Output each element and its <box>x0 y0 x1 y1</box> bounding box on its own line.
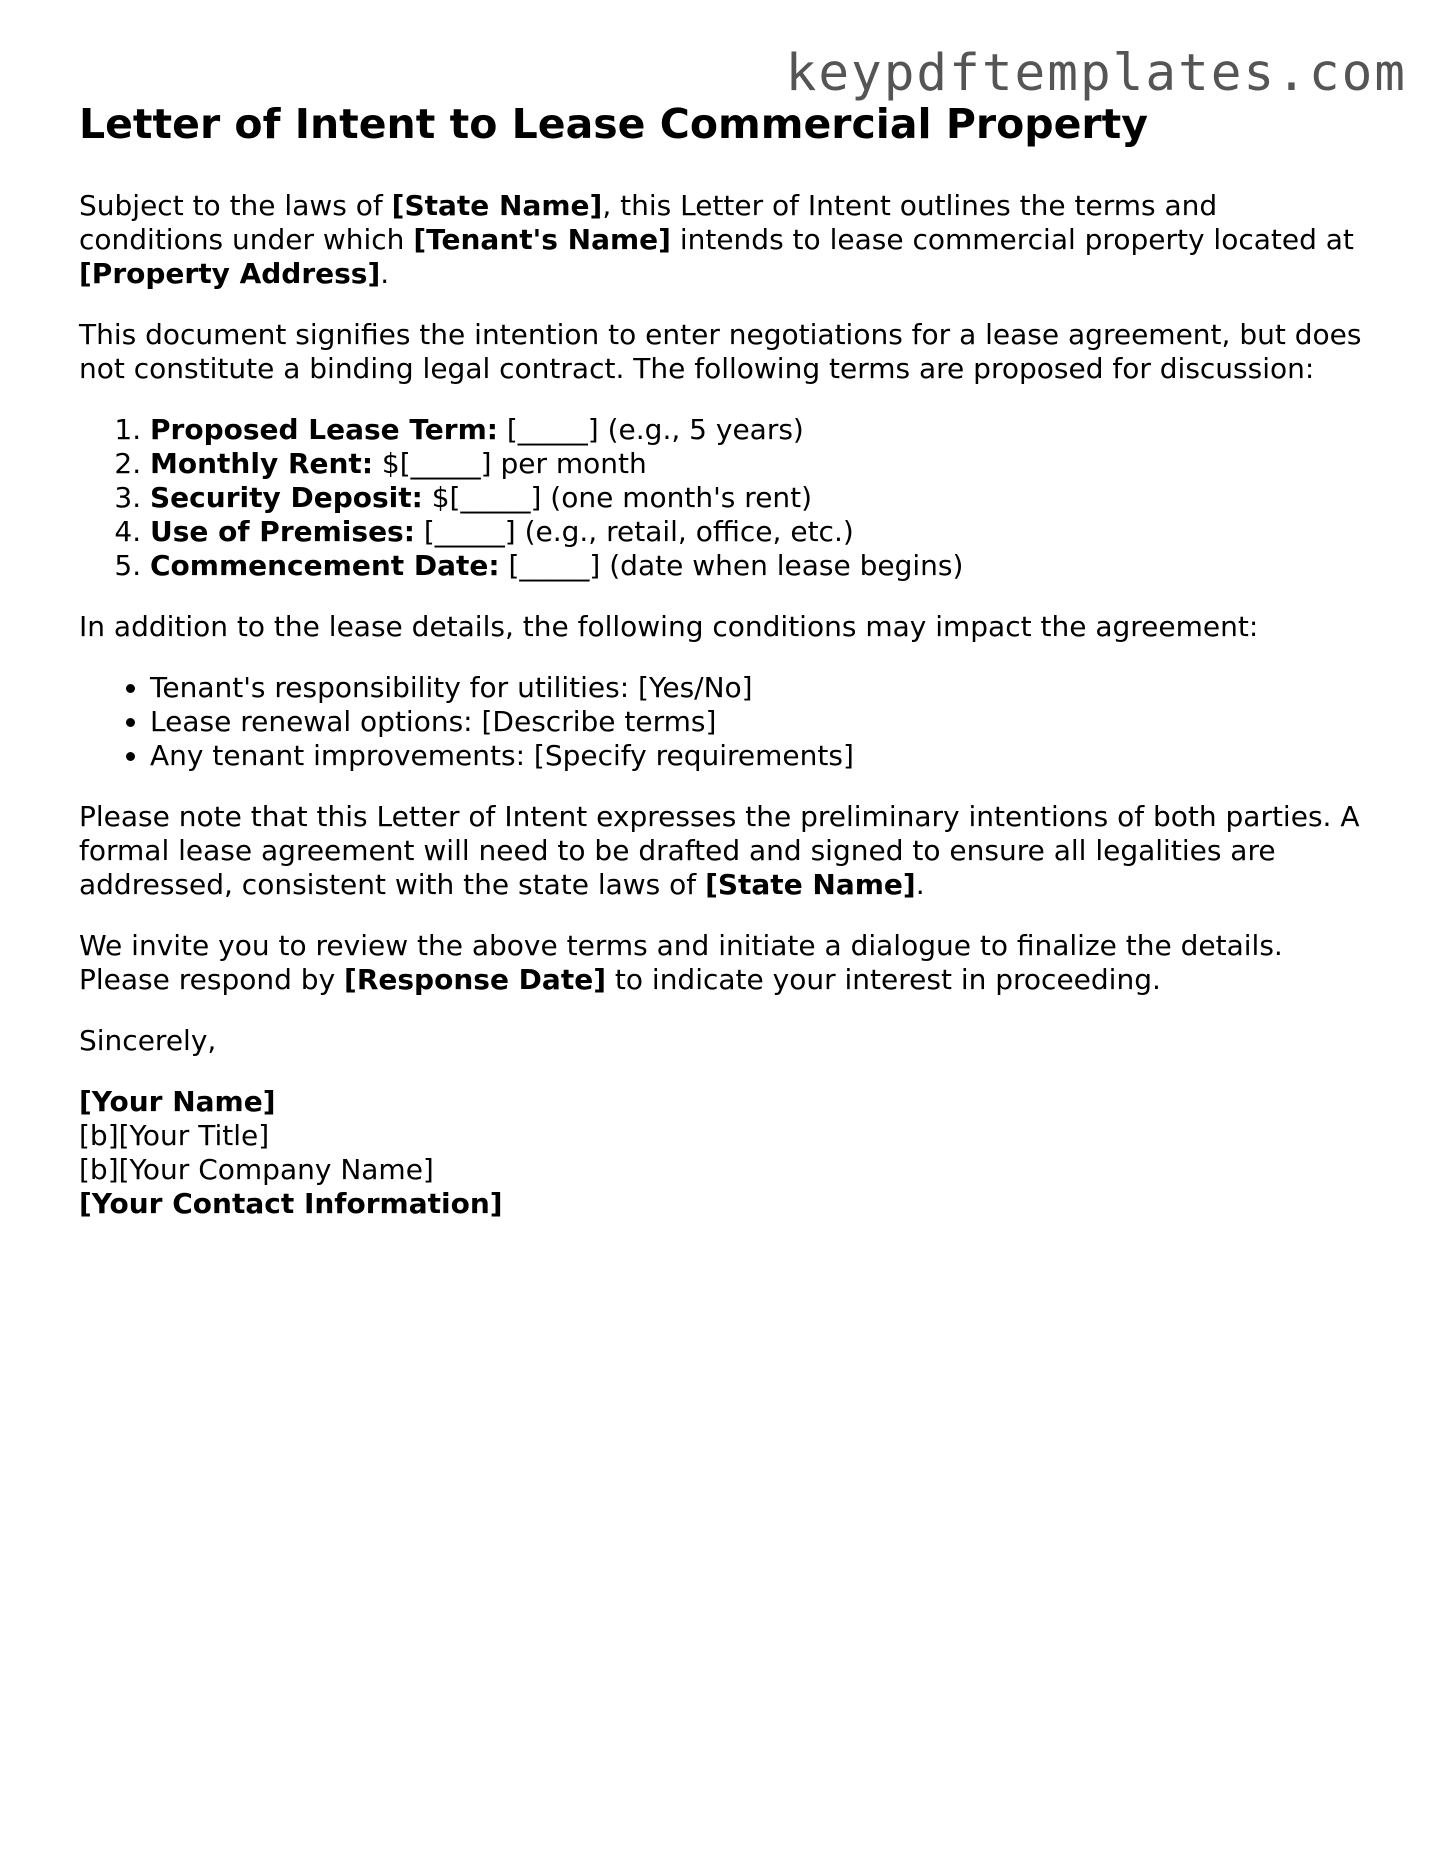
response-date-placeholder: [Response Date] <box>344 963 606 997</box>
closing-salutation: Sincerely, <box>79 1024 217 1058</box>
lease-term-item <box>150 515 1369 549</box>
condition-item: • Any tenant improvements: [Specify requirements] <box>150 739 1369 773</box>
state-name-placeholder: [State Name] <box>705 868 916 902</box>
lease-term-item <box>150 549 1369 583</box>
response-text-1: We invite you to review the above terms and initiate a dialogue to finalize the details. Please respond by <box>79 929 1283 997</box>
intro-text-1: Subject to the laws of <box>79 189 392 223</box>
signature-contact <box>79 1187 1369 1221</box>
note-text-2: . <box>915 868 925 902</box>
term-value: $[_____] (one month's rent) <box>422 481 813 515</box>
condition-item: • Tenant's responsibility for utilities: [Yes/No] <box>150 671 1369 705</box>
signature-company: [b][Your Company Name] <box>79 1153 434 1187</box>
signature-contact-text: [Your Contact Information] <box>79 1187 503 1221</box>
intro-paragraph <box>79 189 1369 291</box>
response-paragraph <box>79 929 1369 997</box>
lease-term-item <box>150 447 1369 481</box>
intro-text-2: , this Letter of Intent outlines the terms and conditions under which <box>79 189 1218 257</box>
lease-terms-list <box>79 413 1369 583</box>
intro-text-3: intends to lease commercial property located at <box>670 223 1354 257</box>
term-value: $[_____] per month <box>373 447 647 481</box>
signature-block <box>79 1085 1369 1221</box>
state-name-placeholder: [State Name] <box>391 189 603 223</box>
term-label: Commencement Date: <box>150 549 500 583</box>
document-page <box>79 100 1369 1221</box>
term-label: Proposed Lease Term: <box>150 413 498 447</box>
document-title: Letter of Intent to Lease Commercial Property <box>79 100 1148 148</box>
watermark-text: keypdftemplates.com <box>785 44 1407 103</box>
term-value: [_____] (e.g., retail, office, etc.) <box>414 515 854 549</box>
conditions-list <box>79 671 1369 773</box>
term-value: [_____] (date when lease begins) <box>499 549 964 583</box>
term-label: Use of Premises: <box>150 515 415 549</box>
signature-title: [b][Your Title] <box>79 1119 270 1153</box>
conditions-intro-paragraph: In addition to the lease details, the following conditions may impact the agreement: <box>79 610 1259 644</box>
lease-term-item <box>150 481 1369 515</box>
lease-term-item <box>150 413 1369 447</box>
note-text-1: Please note that this Letter of Intent expresses the preliminary intentions of both parties. A formal lease agreement will need to be drafted and signed to ensure all legalities are addressed, consistent with the state laws of <box>79 800 1360 902</box>
signature-name <box>79 1085 1369 1119</box>
condition-item: • Lease renewal options: [Describe terms] <box>150 705 1369 739</box>
nonbinding-paragraph: This document signifies the intention to enter negotiations for a lease agreement, but does not constitute a binding legal contract. The following terms are proposed for discussion: <box>79 318 1362 386</box>
preliminary-note-paragraph <box>79 800 1369 902</box>
term-label: Monthly Rent: <box>150 447 374 481</box>
intro-text-4: . <box>380 257 390 291</box>
term-value: [_____] (e.g., 5 years) <box>497 413 804 447</box>
response-text-2: to indicate your interest in proceeding. <box>606 963 1161 997</box>
tenant-name-placeholder: [Tenant's Name] <box>413 223 671 257</box>
property-address-placeholder: [Property Address] <box>79 257 381 291</box>
term-label: Security Deposit: <box>150 481 423 515</box>
signature-name-text: [Your Name] <box>79 1085 276 1119</box>
